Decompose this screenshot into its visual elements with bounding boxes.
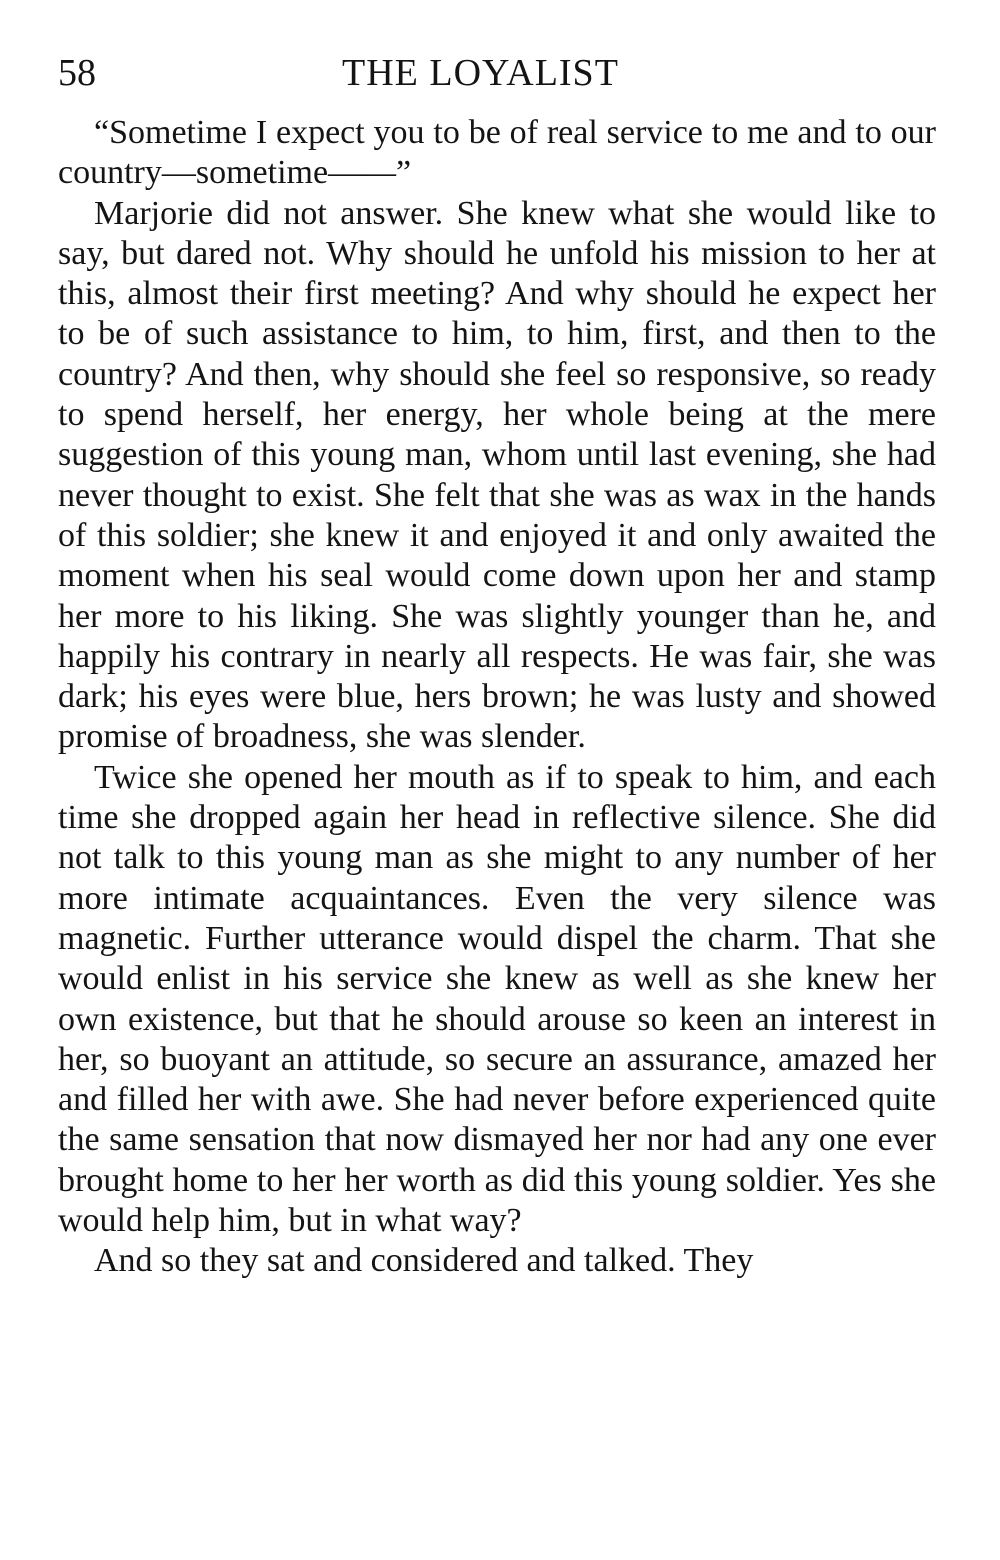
paragraph: “Sometime I expect you to be of real service to me and to our country—sometime——” (58, 114, 936, 192)
paragraph: Marjorie did not answer. She knew what she would like to say, but dared not. Why should he unfold his mission to her at this, almost their first meeting? And why should he expect her to be of such assistance to him, to him, first, and then to the country? And then, why should she feel so responsive, so ready to spend herself, her energy, her whole being at the mere suggestion of this young man, whom until last evening, she had never thought to exist. She felt that she was as wax in the hands of this soldier; she knew it and enjoyed it and only awaited the moment when his seal would come down upon her and stamp her more to his liking. She was slightly younger than he, and happily his contrary in nearly all respects. He was fair, she was dark; his eyes were blue, hers brown; he was lusty and showed promise of broadness, she was slender. (58, 194, 936, 756)
page-number: 58 (58, 52, 96, 94)
paragraph: And so they sat and considered and talked. They (94, 1242, 754, 1280)
body-text (58, 113, 936, 1282)
page-header (58, 48, 936, 98)
running-title: THE LOYALIST (342, 52, 619, 94)
paragraph: Twice she opened her mouth as if to speak to him, and each time she dropped again her head in reflective silence. She did not talk to this young man as she might to any number of her more intimate acquaintances. Even the very silence was magnetic. Further utterance would dispel the charm. That she would enlist in his service she knew as well as she knew her own existence, but that he should arouse so keen an interest in her, so buoyant an attitude, so secure an assurance, amazed her and filled her with awe. She had never before experienced quite the same sensation that now dismayed her nor had any one ever brought home to her her worth as did this young soldier. Yes she would help him, but in what way? (58, 758, 936, 1240)
